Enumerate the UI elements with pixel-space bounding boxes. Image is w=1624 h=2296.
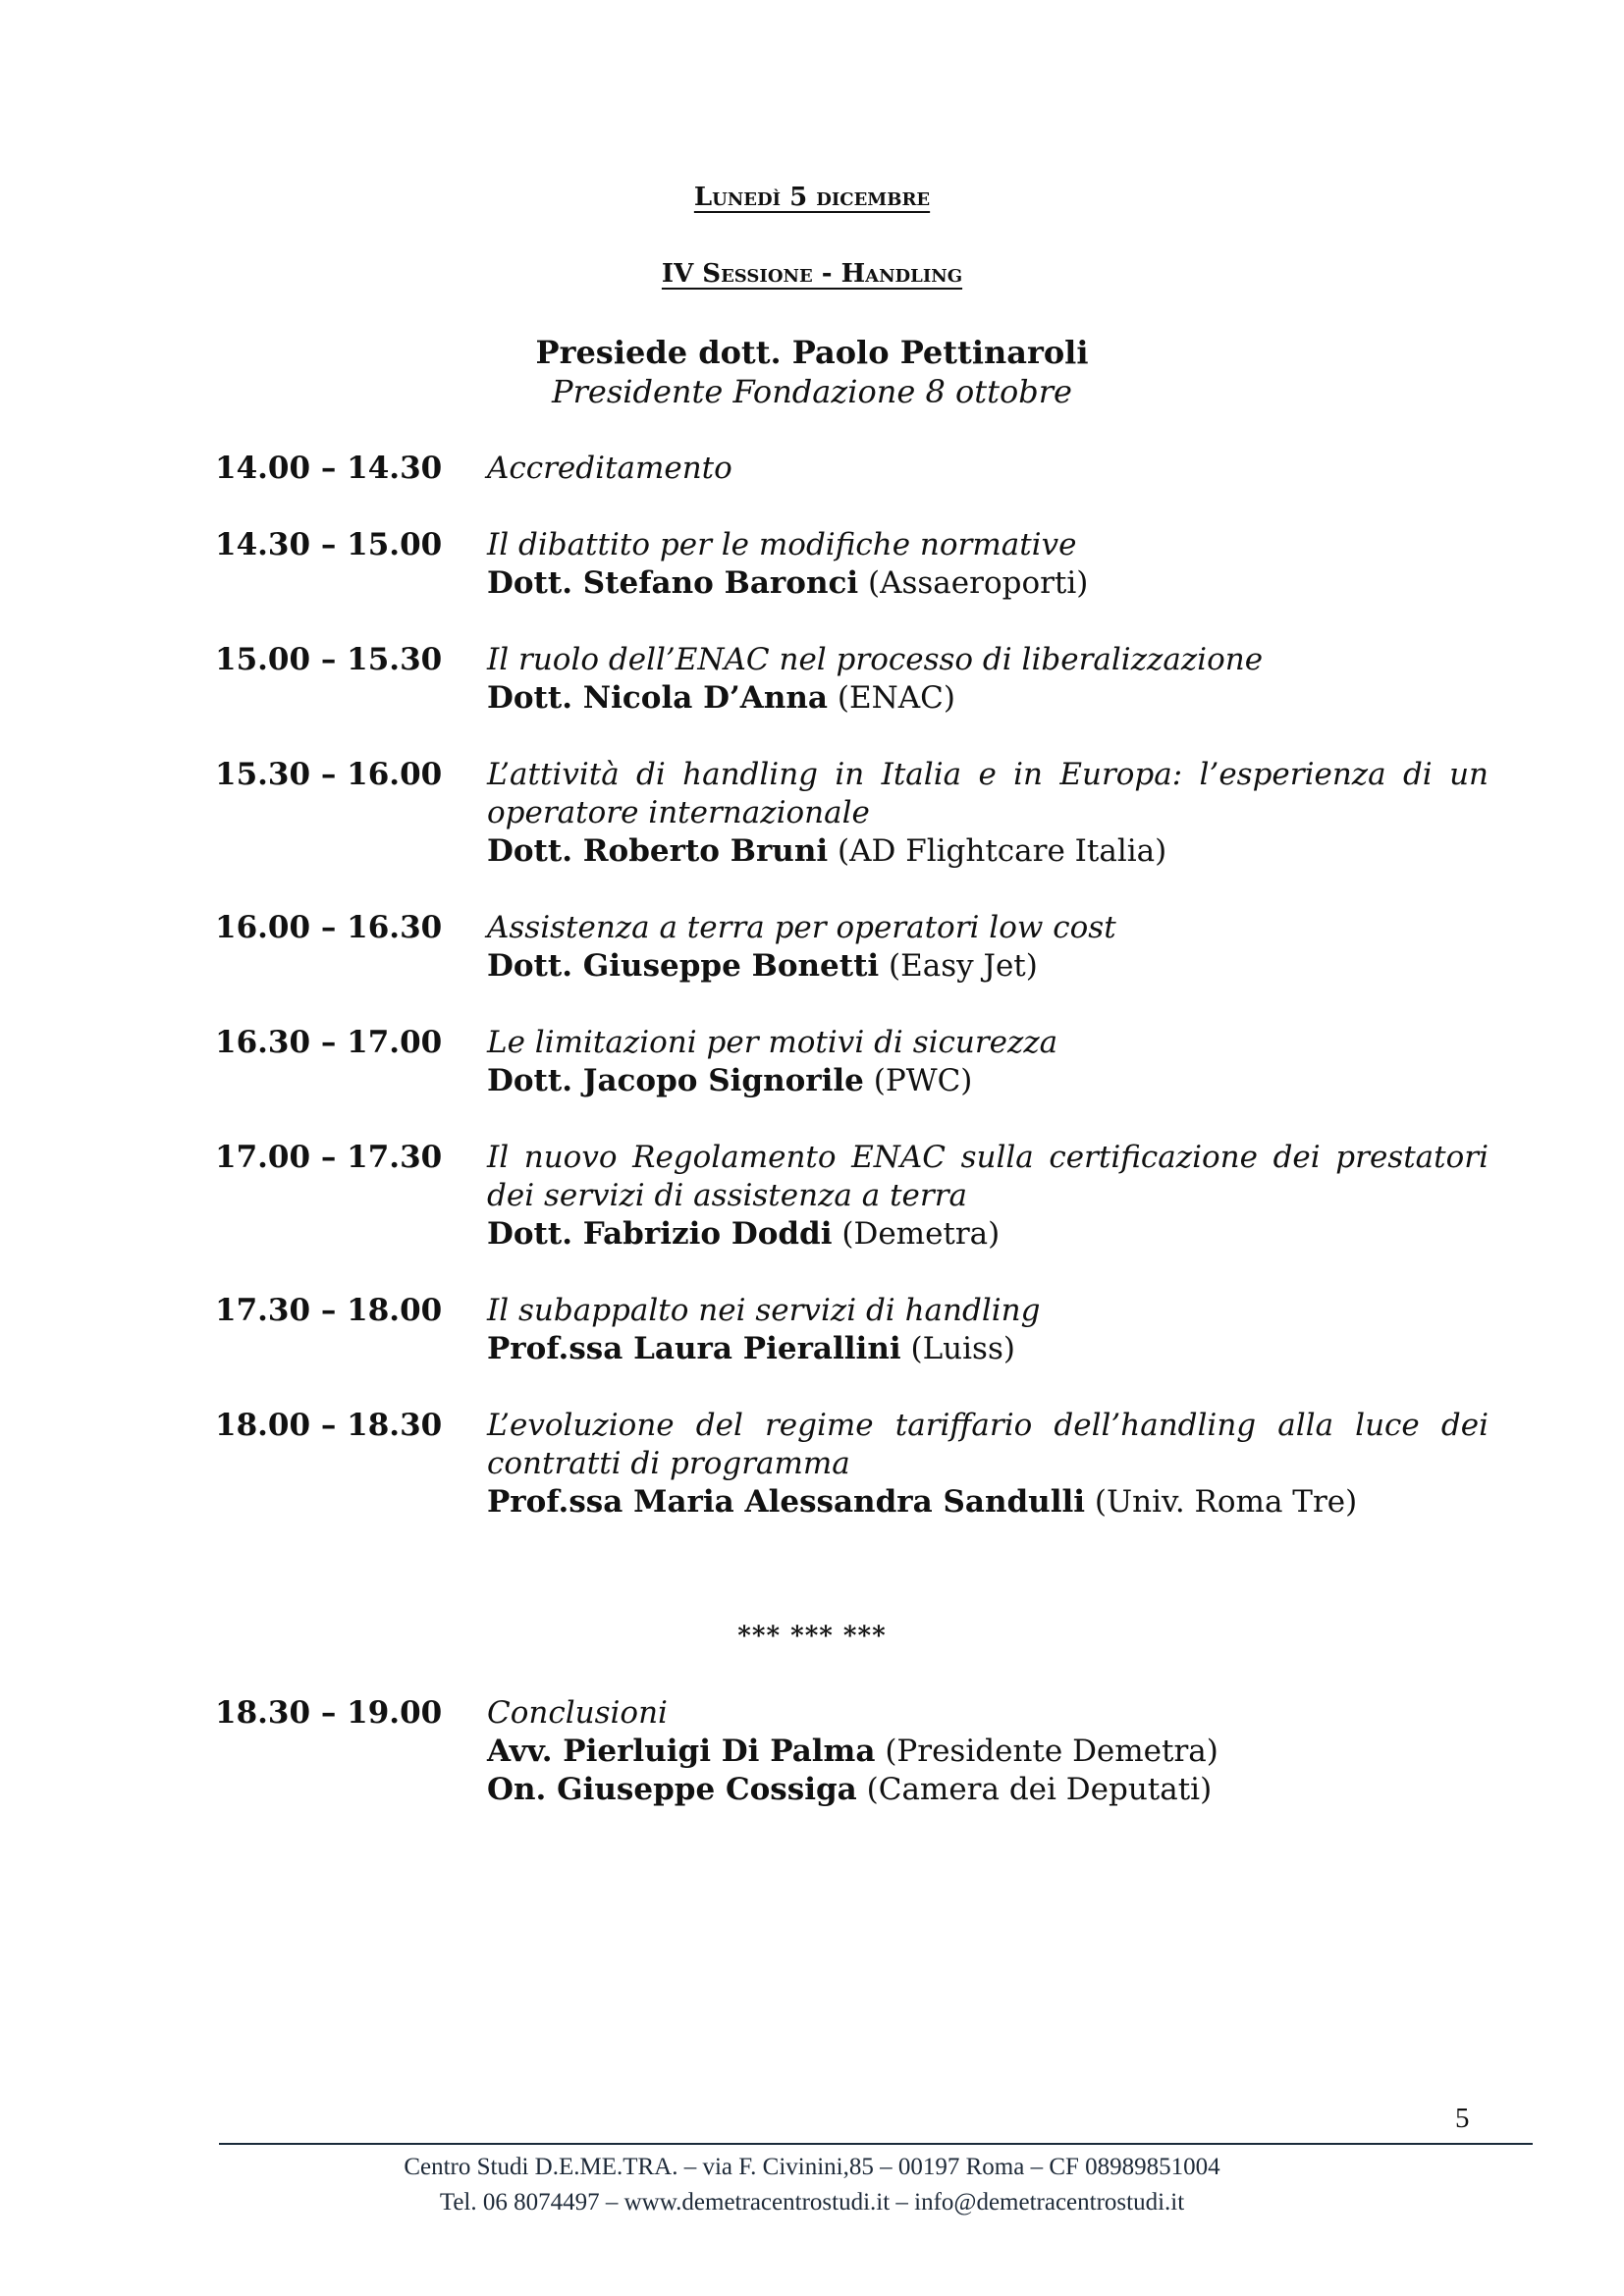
slot-content [487, 1024, 1489, 1100]
speaker-name: Dott. Roberto Bruni [487, 833, 829, 869]
talk-title: Conclusioni [487, 1695, 668, 1731]
slot-time: 17.30 – 18.00 [215, 1293, 443, 1328]
program-list [215, 450, 1491, 1560]
speaker-line [487, 1062, 1489, 1100]
speaker-affiliation: (Demetra) [841, 1216, 1001, 1252]
speaker-line [487, 832, 1489, 871]
talk-title: Il ruolo dell’ENAC nel processo di liberalizzazione [487, 642, 1264, 677]
talk-title: Le limitazioni per motivi di sicurezza [487, 1025, 1058, 1060]
speaker-name: Avv. Pierluigi Di Palma [487, 1734, 876, 1769]
speaker-affiliation: (Luiss) [910, 1331, 1015, 1366]
slot-content [487, 1407, 1489, 1522]
slot-content [487, 450, 1489, 488]
slot-content [487, 641, 1489, 718]
program-slot [215, 450, 1491, 488]
talk-title: Assistenza a terra per operatori low cost [487, 910, 1116, 945]
speaker-line [487, 1330, 1489, 1368]
session-heading: IV Sessione - Handling [661, 259, 963, 289]
page-number: 5 [1455, 2103, 1470, 2134]
speaker-affiliation: (Assaeroporti) [868, 565, 1089, 601]
speaker-name: Dott. Nicola D’Anna [487, 680, 828, 716]
speaker-affiliation: (PWC) [873, 1063, 973, 1098]
speaker-name: Dott. Stefano Baronci [487, 565, 859, 601]
program-slot [215, 756, 1491, 871]
speaker-name: Prof.ssa Maria Alessandra Sandulli [487, 1484, 1086, 1520]
program-slot [215, 526, 1491, 603]
talk-title: Il dibattito per le modifiche normative [487, 527, 1077, 562]
speaker-name: On. Giuseppe Cossiga [487, 1772, 857, 1807]
talk-title: L’evoluzione del regime tariffario dell’handling alla luce dei contratti di programma [487, 1408, 1489, 1481]
speaker-line [487, 1771, 1489, 1809]
talk-title: L’attività di handling in Italia e in Europa: l’esperienza di un operatore internazionale [487, 757, 1489, 830]
speaker-affiliation: (ENAC) [837, 680, 955, 716]
speaker-affiliation: (Univ. Roma Tre) [1094, 1484, 1358, 1520]
speaker-line [487, 679, 1489, 718]
speaker-affiliation: (Camera dei Deputati) [866, 1772, 1213, 1807]
speaker-line [487, 1215, 1489, 1254]
program-slot [215, 1694, 1491, 1809]
speaker-name: Prof.ssa Laura Pierallini [487, 1331, 901, 1366]
program-slot [215, 1407, 1491, 1522]
footer-contacts: Tel. 06 8074497 – www.demetracentrostudi.it – info@demetracentrostudi.it [439, 2189, 1185, 2216]
slot-time: 16.30 – 17.00 [215, 1025, 443, 1060]
slot-time: 18.00 – 18.30 [215, 1408, 443, 1443]
slot-time: 17.00 – 17.30 [215, 1140, 443, 1175]
slot-time: 16.00 – 16.30 [215, 910, 443, 945]
chair-name: Presiede dott. Paolo Pettinaroli [535, 334, 1089, 371]
speaker-name: Dott. Fabrizio Doddi [487, 1216, 833, 1252]
slot-content [487, 1292, 1489, 1368]
program-slot [215, 1292, 1491, 1368]
speaker-name: Dott. Giuseppe Bonetti [487, 948, 880, 984]
closing-session [215, 1694, 1491, 1847]
slot-time: 15.00 – 15.30 [215, 642, 443, 677]
slot-content [487, 756, 1489, 871]
program-slot [215, 641, 1491, 718]
talk-title: Il subappalto nei servizi di handling [487, 1293, 1041, 1328]
speaker-line [487, 1483, 1489, 1522]
slot-time: 15.30 – 16.00 [215, 757, 443, 792]
speaker-line [487, 1733, 1489, 1771]
talk-title: Il nuovo Regolamento ENAC sulla certificazione dei prestatori dei servizi di assistenza a terra [487, 1140, 1489, 1213]
speaker-affiliation: (Presidente Demetra) [885, 1734, 1218, 1769]
speaker-line [487, 564, 1489, 603]
program-slot [215, 1024, 1491, 1100]
footer-address: Centro Studi D.E.ME.TRA. – via F. Civinini,85 – 00197 Roma – CF 08989851004 [404, 2154, 1220, 2180]
slot-time: 14.00 – 14.30 [215, 451, 443, 486]
footer-rule [219, 2143, 1533, 2145]
day-heading: Lunedì 5 dicembre [693, 183, 931, 212]
program-slot [215, 909, 1491, 986]
chair-role: Presidente Fondazione 8 ottobre [552, 373, 1072, 410]
slot-content [487, 526, 1489, 603]
program-slot [215, 1139, 1491, 1254]
talk-title: Accreditamento [487, 451, 732, 486]
speaker-name: Dott. Jacopo Signorile [487, 1063, 864, 1098]
slot-content [487, 1139, 1489, 1254]
slot-time: 18.30 – 19.00 [215, 1695, 443, 1731]
slot-time: 14.30 – 15.00 [215, 527, 443, 562]
speaker-affiliation: (Easy Jet) [889, 948, 1038, 984]
speaker-affiliation: (AD Flightcare Italia) [838, 833, 1167, 869]
section-separator: *** *** *** [737, 1622, 887, 1651]
slot-content [487, 909, 1489, 986]
speaker-line [487, 947, 1489, 986]
slot-content [487, 1694, 1489, 1809]
